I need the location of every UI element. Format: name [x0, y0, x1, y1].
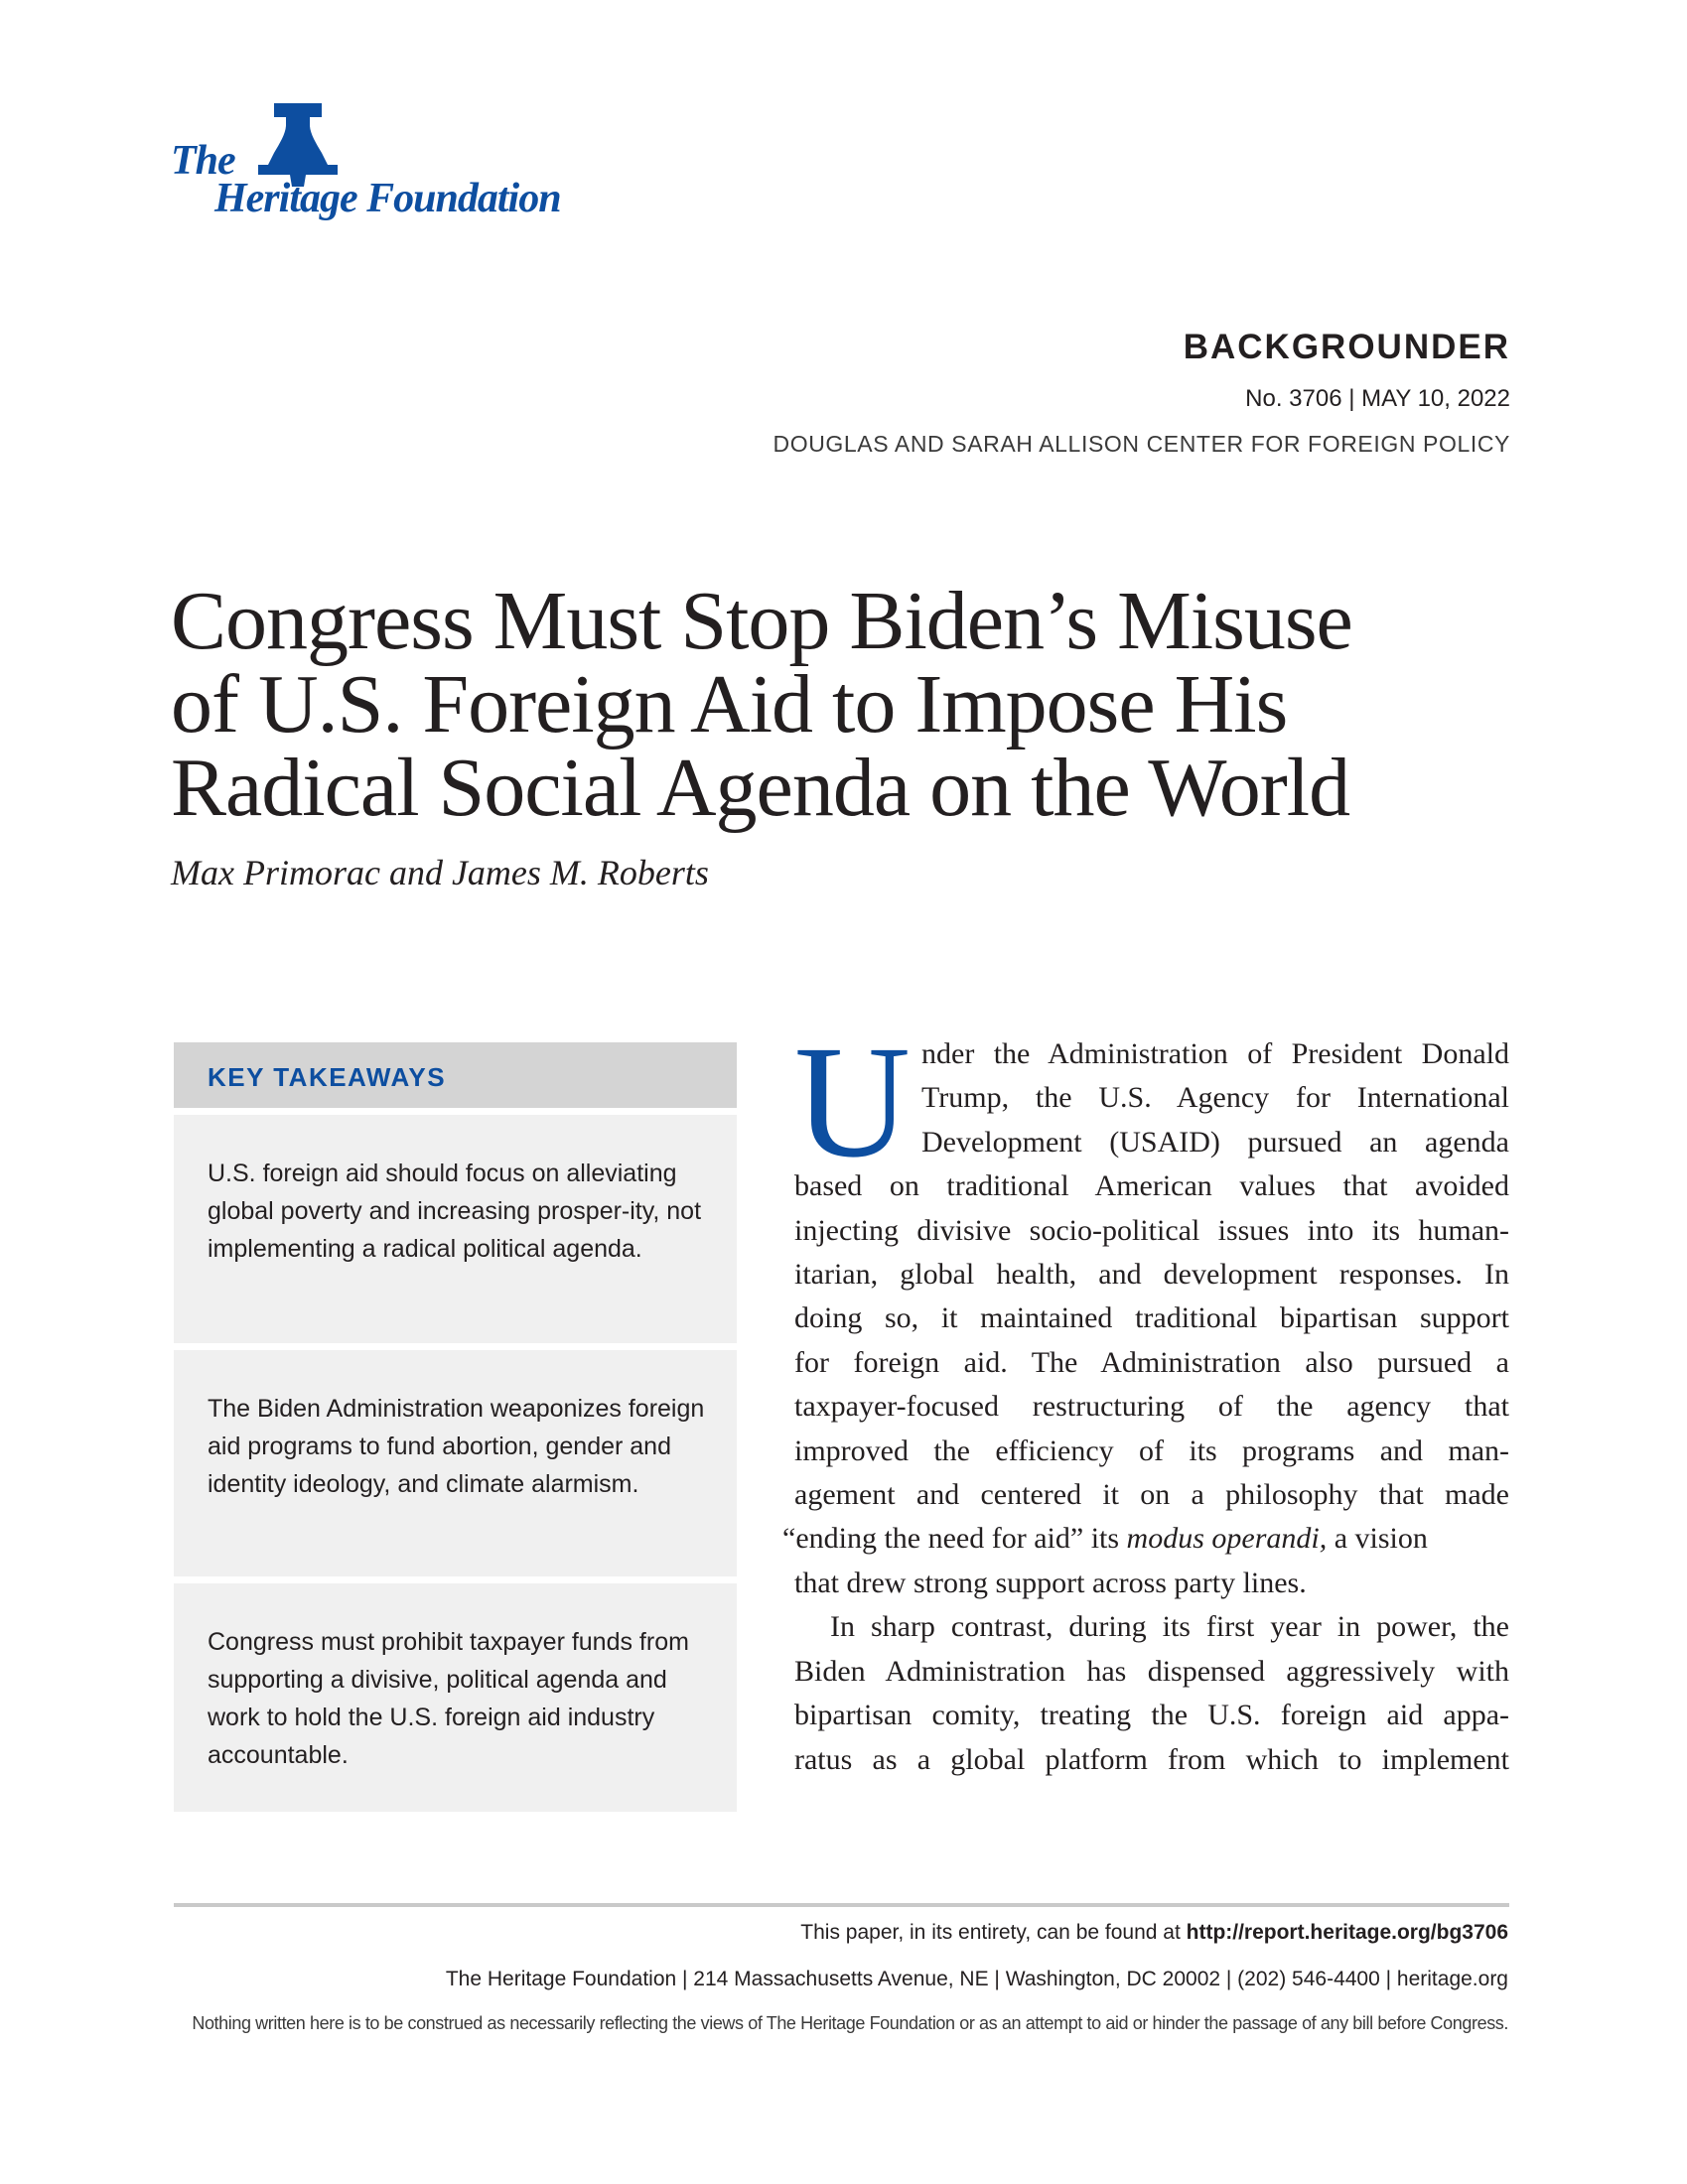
- body-line-part: a vision: [1327, 1522, 1428, 1556]
- footer-address: The Heritage Foundation | 214 Massachusetts Avenue, NE | Washington, DC 20002 | (202) 546-4400 | heritage.org: [445, 1968, 1508, 1990]
- body-line: injecting divisive socio-political issues into its human-: [794, 1213, 1509, 1247]
- body-line: based on traditional American values that avoided: [794, 1169, 1509, 1203]
- body-line-part: “ending the need for aid” its: [782, 1522, 1127, 1556]
- body-line: agement and centered it on a philosophy that made: [794, 1478, 1509, 1512]
- logo-line-name: Heritage Foundation: [214, 176, 561, 221]
- footer-disclaimer: Nothing written here is to be construed as necessarily reflecting the views of The Heritage Foundation or as an attempt to aid or hinder the passage of any bill before Congress.: [192, 2013, 1508, 2033]
- body-line-italic: modus operandi,: [1126, 1522, 1328, 1556]
- body-line: that drew strong support across party lines.: [794, 1566, 1307, 1599]
- title-line: Radical Social Agenda on the World: [171, 742, 1350, 834]
- body-line: In sharp contrast, during its first year in power, the: [830, 1610, 1509, 1644]
- takeaway-text: Congress must prohibit taxpayer funds from supporting a divisive, political agenda and work to hold the U.S. foreign aid industry accountable.: [208, 1628, 689, 1769]
- footer-link-prefix: This paper, in its entirety, can be found at: [800, 1921, 1187, 1944]
- body-line: Biden Administration has dispensed aggressively with: [794, 1654, 1509, 1688]
- takeaway-text: The Biden Administration weaponizes foreign aid programs to fund abortion, gender and identity ideology, and climate alarmism.: [208, 1395, 705, 1498]
- body-line: taxpayer-focused restructuring of the agency that: [794, 1390, 1509, 1424]
- footer-divider: [174, 1903, 1509, 1907]
- key-takeaways-heading: KEY TAKEAWAYS: [208, 1062, 447, 1092]
- body-line: [782, 1517, 1509, 1561]
- document-type: BACKGROUNDER: [1183, 328, 1510, 366]
- body-line: Development (USAID) pursued an agenda: [921, 1125, 1509, 1159]
- body-line: doing so, it maintained traditional bipartisan support: [794, 1301, 1509, 1335]
- body-line: itarian, global health, and development responses. In: [794, 1258, 1509, 1292]
- heritage-logo: [171, 103, 588, 222]
- page-title: [171, 575, 1541, 834]
- body-line: ratus as a global platform from which to implement: [794, 1742, 1509, 1776]
- takeaway-box: [174, 1350, 737, 1576]
- body-line: nder the Administration of President Donald: [921, 1037, 1509, 1070]
- report-url-link[interactable]: http://report.heritage.org/bg3706: [1186, 1921, 1508, 1944]
- key-takeaways-header: [174, 1042, 737, 1108]
- takeaway-box: [174, 1115, 737, 1343]
- logo-line-the: The: [171, 138, 235, 184]
- document-number-date: No. 3706 | MAY 10, 2022: [1245, 385, 1510, 412]
- takeaway-box: [174, 1583, 737, 1812]
- authors: Max Primorac and James M. Roberts: [171, 853, 709, 892]
- drop-cap: U: [794, 1014, 911, 1191]
- body-line: improved the efficiency of its programs and man-: [794, 1433, 1509, 1467]
- footer-report-link: [800, 1921, 1508, 1945]
- document-center: DOUGLAS AND SARAH ALLISON CENTER FOR FOREIGN POLICY: [773, 431, 1510, 457]
- title-line: Congress Must Stop Biden’s Misuse: [171, 575, 1352, 667]
- body-text: [782, 1032, 1509, 1782]
- takeaway-text: U.S. foreign aid should focus on alleviating global poverty and increasing prosper-ity, not implementing a radical political agenda.: [208, 1160, 702, 1263]
- body-line: for foreign aid. The Administration also pursued a: [794, 1345, 1509, 1379]
- body-line: Trump, the U.S. Agency for International: [921, 1081, 1509, 1115]
- title-line: of U.S. Foreign Aid to Impose His: [171, 658, 1288, 751]
- body-line: bipartisan comity, treating the U.S. foreign aid appa-: [794, 1699, 1509, 1732]
